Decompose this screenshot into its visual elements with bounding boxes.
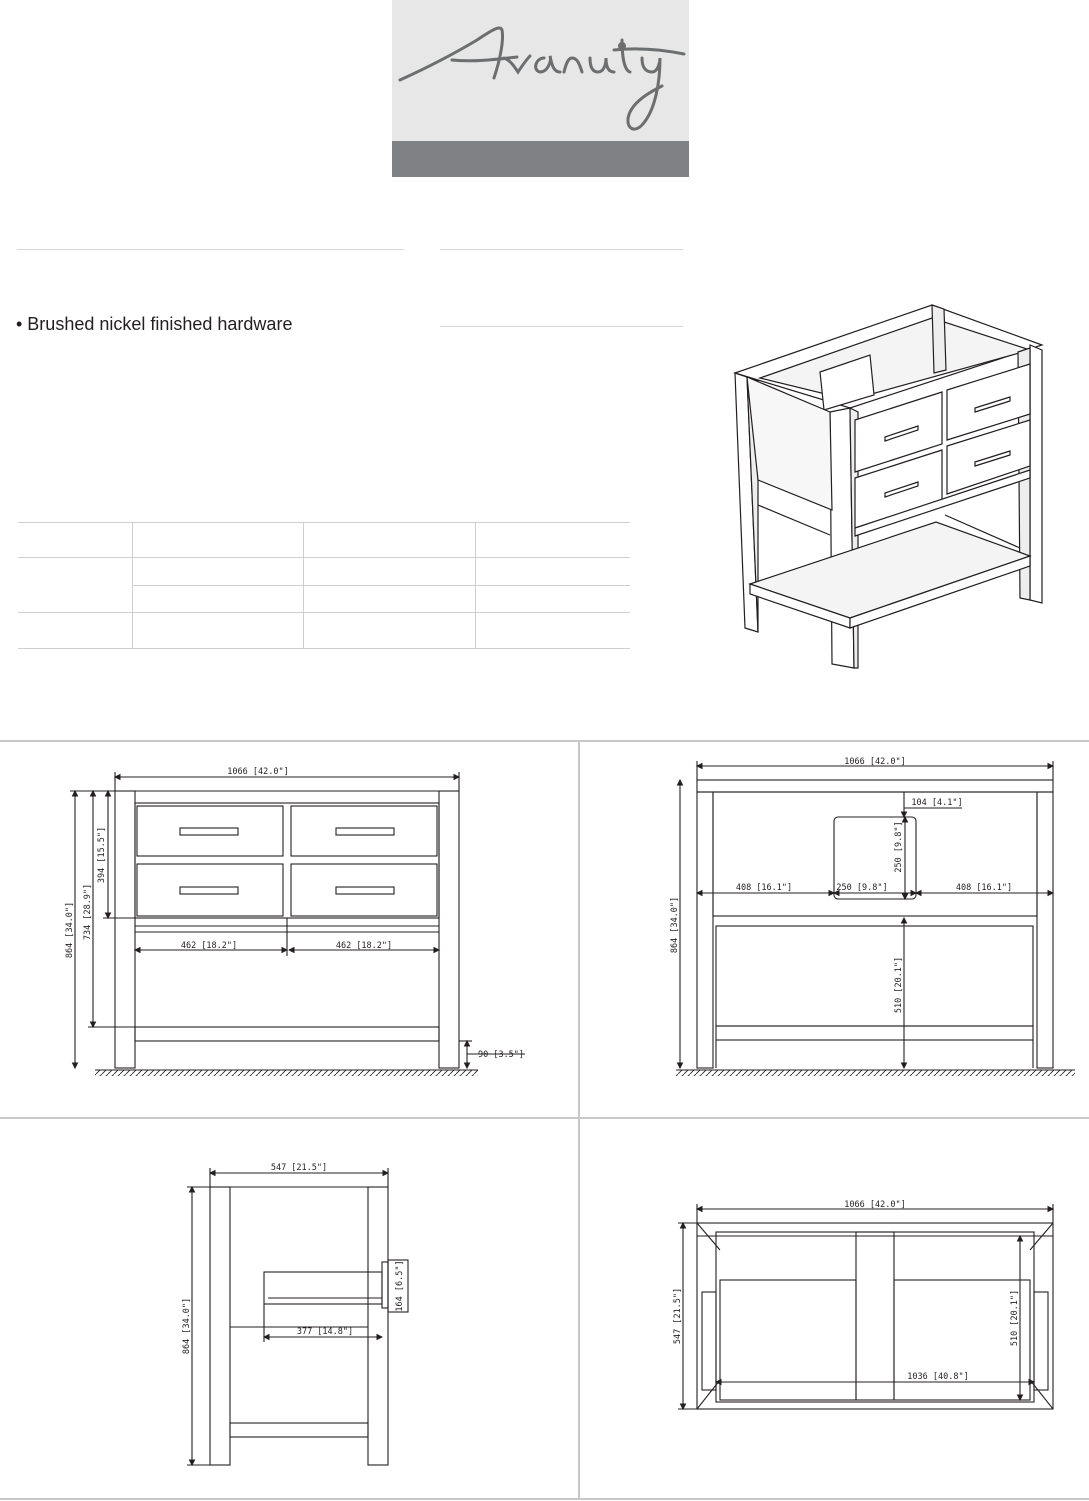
- front-leg-height: 734 [28.9"]: [83, 883, 93, 941]
- top-view-drawing: [678, 1204, 1053, 1409]
- top-depth: 547 [21.5"]: [673, 1287, 683, 1345]
- feature-item: • Brushed nickel finished hardware: [16, 314, 293, 334]
- top-inner-depth: 510 [20.1"]: [1010, 1289, 1020, 1347]
- front-view-labels: [65, 767, 524, 1060]
- front-toe-kick: 90 [3.5"]: [477, 1050, 525, 1060]
- side-drawer-depth: 377 [14.8"]: [296, 1327, 354, 1337]
- back-overall-height: 864 [34.0"]: [670, 896, 680, 954]
- top-view-labels: [673, 1200, 1020, 1382]
- front-drawer-width-right: 462 [18.2"]: [335, 941, 393, 951]
- back-view-labels: [670, 757, 1012, 1013]
- top-inner-width: 1036 [40.8"]: [907, 1372, 969, 1382]
- back-view-drawing: [676, 761, 1075, 1076]
- back-left-side: 408 [16.1"]: [735, 883, 793, 893]
- back-cutout-height: 250 [9.8"]: [894, 821, 904, 873]
- side-view-labels: [182, 1163, 405, 1354]
- back-overall-width: 1066 [42.0"]: [844, 757, 906, 767]
- back-cutout-offset: 104 [4.1"]: [911, 798, 963, 808]
- front-view-drawing: [70, 772, 525, 1076]
- back-right-side: 408 [16.1"]: [955, 883, 1013, 893]
- side-handle-height: 164 [6.5"]: [395, 1260, 405, 1312]
- side-overall-height: 864 [34.0"]: [182, 1297, 192, 1355]
- back-cutout-width: 250 [9.8"]: [836, 883, 888, 893]
- side-view-drawing: [187, 1168, 408, 1465]
- side-depth: 547 [21.5"]: [270, 1163, 328, 1173]
- back-shelf-height: 510 [20.1"]: [894, 956, 904, 1014]
- front-drawer-height: 394 [15.5"]: [97, 826, 107, 884]
- top-overall-width: 1066 [42.0"]: [844, 1200, 906, 1210]
- front-overall-height: 864 [34.0"]: [65, 901, 75, 959]
- front-overall-width: 1066 [42.0"]: [227, 767, 289, 777]
- front-drawer-width-left: 462 [18.2"]: [180, 941, 238, 951]
- isometric-view: [735, 305, 1042, 668]
